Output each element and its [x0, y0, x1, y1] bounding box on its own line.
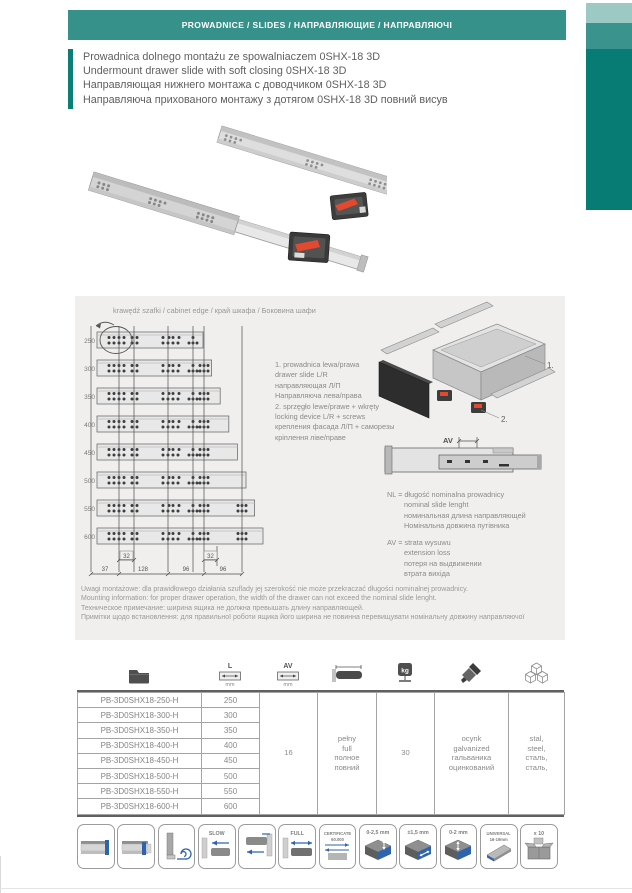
side-strip-medium	[586, 23, 632, 49]
folder-icon	[127, 666, 151, 684]
page-header-bar	[68, 10, 566, 40]
svg-text:400: 400	[84, 422, 95, 429]
slide-bar-600	[97, 528, 263, 544]
svg-text:300: 300	[84, 366, 95, 373]
rail-left	[381, 328, 439, 354]
badge-multipack	[520, 824, 558, 869]
slide-bar-400	[97, 416, 229, 432]
multipack-label: x 10	[533, 830, 545, 837]
badge-certificate-cycles	[319, 824, 357, 869]
table-row: PB-3D0SHX18-350-H 350	[78, 723, 565, 738]
table-header	[77, 656, 564, 688]
cabinet-edge-label: krawędź szafki / cabinet edge / край шкафа / Боковина шафи	[113, 306, 316, 315]
soft-close-mechanism-icon	[160, 831, 193, 863]
svg-text:37: 37	[101, 567, 109, 573]
svg-text:250: 250	[84, 338, 95, 345]
table-row: PB-3D0SHX18-400-H 400	[78, 738, 565, 753]
badge-vertical-adjust	[359, 824, 397, 869]
side-strip-dark	[586, 49, 632, 210]
col-material-header	[508, 662, 564, 688]
rail-back	[435, 302, 493, 328]
product-code: PB-3D0SHX18-400-H	[78, 738, 202, 753]
svg-text:128: 128	[137, 567, 149, 573]
svg-text:550: 550	[84, 506, 95, 513]
svg-text:32: 32	[123, 554, 130, 560]
product-code: PB-3D0SHX18-350-H	[78, 723, 202, 738]
finish-cell: ocynk galvanized гальваника оцинкований	[435, 693, 509, 815]
rail-upper	[217, 126, 387, 197]
lateral-adjust-label: ±1,5 mm	[407, 830, 429, 837]
table-row	[78, 693, 565, 708]
product-title-block	[68, 49, 448, 109]
inner-rail-extended	[439, 455, 541, 469]
side-strip-light	[586, 3, 632, 23]
table-row: PB-3D0SHX18-550-H 550	[78, 784, 565, 799]
product-code: PB-3D0SHX18-550-H	[78, 784, 202, 799]
product-title-en: Undermount drawer slide with soft closing 0SHX-18 3D	[83, 65, 347, 78]
av-dimension-icon	[276, 670, 300, 681]
length-dimension-icon	[218, 670, 242, 681]
table-row: PB-3D0SHX18-500-H 500	[78, 768, 565, 783]
full-extension-icon	[281, 837, 314, 861]
product-title-ru: Направляющая нижнего монтажа с доводчиком 0SHX-18 3D	[83, 79, 387, 92]
badge-rear-fixing	[117, 824, 155, 869]
col-finish-header	[434, 662, 508, 688]
lateral-adjust-icon	[403, 837, 433, 862]
over-travel-icon	[240, 832, 273, 862]
multipack-carton-icon	[524, 837, 554, 861]
col-extension-header	[317, 663, 376, 688]
col-av-header: AV mm	[259, 663, 317, 688]
svg-text:1.: 1.	[547, 361, 554, 370]
full-label: FULL	[290, 830, 305, 837]
slide-bar-450	[97, 444, 237, 460]
badge-soft-close-mechanism	[158, 824, 196, 869]
svg-text:2.: 2.	[501, 415, 508, 424]
svg-text:350: 350	[84, 394, 95, 401]
locking-device-right	[330, 192, 368, 220]
paintbrush-icon	[459, 662, 483, 685]
slide-bar-550	[97, 500, 255, 516]
mounting-notes: Uwagi montażowe: dla prawidłowego działania szuflady jej szerokość nie może przekraczać długości nominalnej prowadnicy. Mounting information: for proper drawer operation, the width of the drawer can not exceed the nominal slide lenght. Техническое примечание: ширина ящика не должна превышать длину направляющей. Примітки щодо встановлення: для правильної роботи ящика його ширина не повинна перевищувати номінальну довжину направляючої	[81, 586, 525, 622]
slow-close-icon	[200, 837, 233, 861]
col-load-header	[376, 662, 434, 688]
depth-adjust-label: 0-2 mm	[449, 830, 468, 837]
load-capacity-icon	[393, 662, 417, 685]
product-title-pl: Prowadnica dolnego montażu ze spowalniaczem 0SHX-18 3D	[83, 51, 381, 63]
nl-definition: NL = długość nominalna prowadnicy nominal slide lenght номинальная длина направляющей Номінальна довжина путівника	[387, 490, 526, 530]
rear-fixing-icon	[120, 834, 153, 860]
depth-adjust-icon	[443, 837, 473, 862]
badge-depth-adjust	[440, 824, 478, 869]
svg-text:32: 32	[207, 554, 214, 560]
product-photo	[72, 110, 387, 295]
material-cell: stal, steel, сталь, сталь,	[509, 693, 565, 815]
svg-text:AV: AV	[443, 436, 453, 445]
slide-bar-300	[97, 360, 212, 376]
product-title-ua: Направляюча прихованого монтажу з дотягом 0SHX-18 3D повний висув	[83, 93, 448, 106]
col-code-header	[77, 666, 201, 688]
slide-bar-350	[97, 388, 220, 404]
slide-cross-section	[381, 434, 546, 488]
extension-cell: pełny full полное повний	[318, 693, 377, 815]
svg-text:500: 500	[84, 478, 95, 485]
exploded-drawer-diagram	[375, 298, 563, 430]
badge-full-extension	[278, 824, 316, 869]
universal-range-label: 16-19mm	[489, 836, 508, 842]
slide-extension-icon	[330, 663, 364, 685]
table-row: PB-3D0SHX18-300-H 300	[78, 708, 565, 723]
svg-text:kg: kg	[401, 667, 409, 675]
svg-text:600: 600	[84, 534, 95, 541]
badge-front-fixing	[77, 824, 115, 869]
vertical-adjust-label: 0-2,5 mm	[366, 830, 390, 837]
product-code: PB-3D0SHX18-450-H	[78, 753, 202, 768]
slide-bar-250	[97, 332, 203, 348]
product-code: PB-3D0SHX18-600-H	[78, 799, 202, 814]
col-length-header: L mm	[201, 663, 259, 688]
technical-panel	[75, 296, 565, 640]
product-code: PB-3D0SHX18-500-H	[78, 768, 202, 783]
product-code: PB-3D0SHX18-300-H	[78, 708, 202, 723]
certificate-cycles-label: 60.000	[331, 836, 344, 842]
av-value-cell: 16	[260, 693, 318, 815]
badge-slow-close	[198, 824, 236, 869]
product-table	[77, 690, 564, 817]
badge-lateral-adjust	[399, 824, 437, 869]
front-fixing-icon	[79, 834, 112, 860]
slow-label: SLOW	[208, 830, 225, 837]
load-cell: 30	[377, 693, 435, 815]
page-edge-bottom	[0, 888, 632, 889]
lock-left	[437, 390, 452, 401]
product-code: PB-3D0SHX18-250-H	[78, 693, 202, 708]
parts-legend: 1. prowadnica lewa/prawa drawer slide L/R направляющая Л/П Направляюча лева/права 2. sprzęgło lewe/prawe + wkręty locking device L/R + screws крепления фасада Л/П + саморезы кріплення ліве/праве	[275, 360, 395, 442]
table-row: PB-3D0SHX18-600-H 600	[78, 799, 565, 814]
svg-text:96: 96	[182, 567, 190, 573]
material-cubes-icon	[523, 662, 550, 685]
table-row: PB-3D0SHX18-450-H 450	[78, 753, 565, 768]
certificate-label: CERTIFICATE	[323, 830, 352, 836]
locking-device-left	[288, 232, 330, 263]
badge-universal-thickness	[480, 824, 518, 869]
certificate-cycles-icon	[321, 842, 354, 862]
universal-panel-icon	[484, 842, 514, 862]
universal-label: UNIVERSAL	[486, 830, 511, 836]
drilling-pattern-diagram	[83, 320, 278, 582]
vertical-adjust-icon	[363, 837, 393, 862]
page-header-title: PROWADNICE / SLIDES / НАПРАВЛЯЮЩИЕ / НАПРАВЛЯЮЧІ	[181, 20, 453, 30]
badge-over-travel	[238, 824, 276, 869]
feature-badges	[77, 824, 558, 869]
svg-text:96: 96	[219, 567, 227, 573]
length-value: 250	[202, 693, 260, 708]
av-definition: AV = strata wysuwu extension loss потеря на выдвижении втрата вихіда	[387, 538, 482, 578]
svg-text:450: 450	[84, 450, 95, 457]
